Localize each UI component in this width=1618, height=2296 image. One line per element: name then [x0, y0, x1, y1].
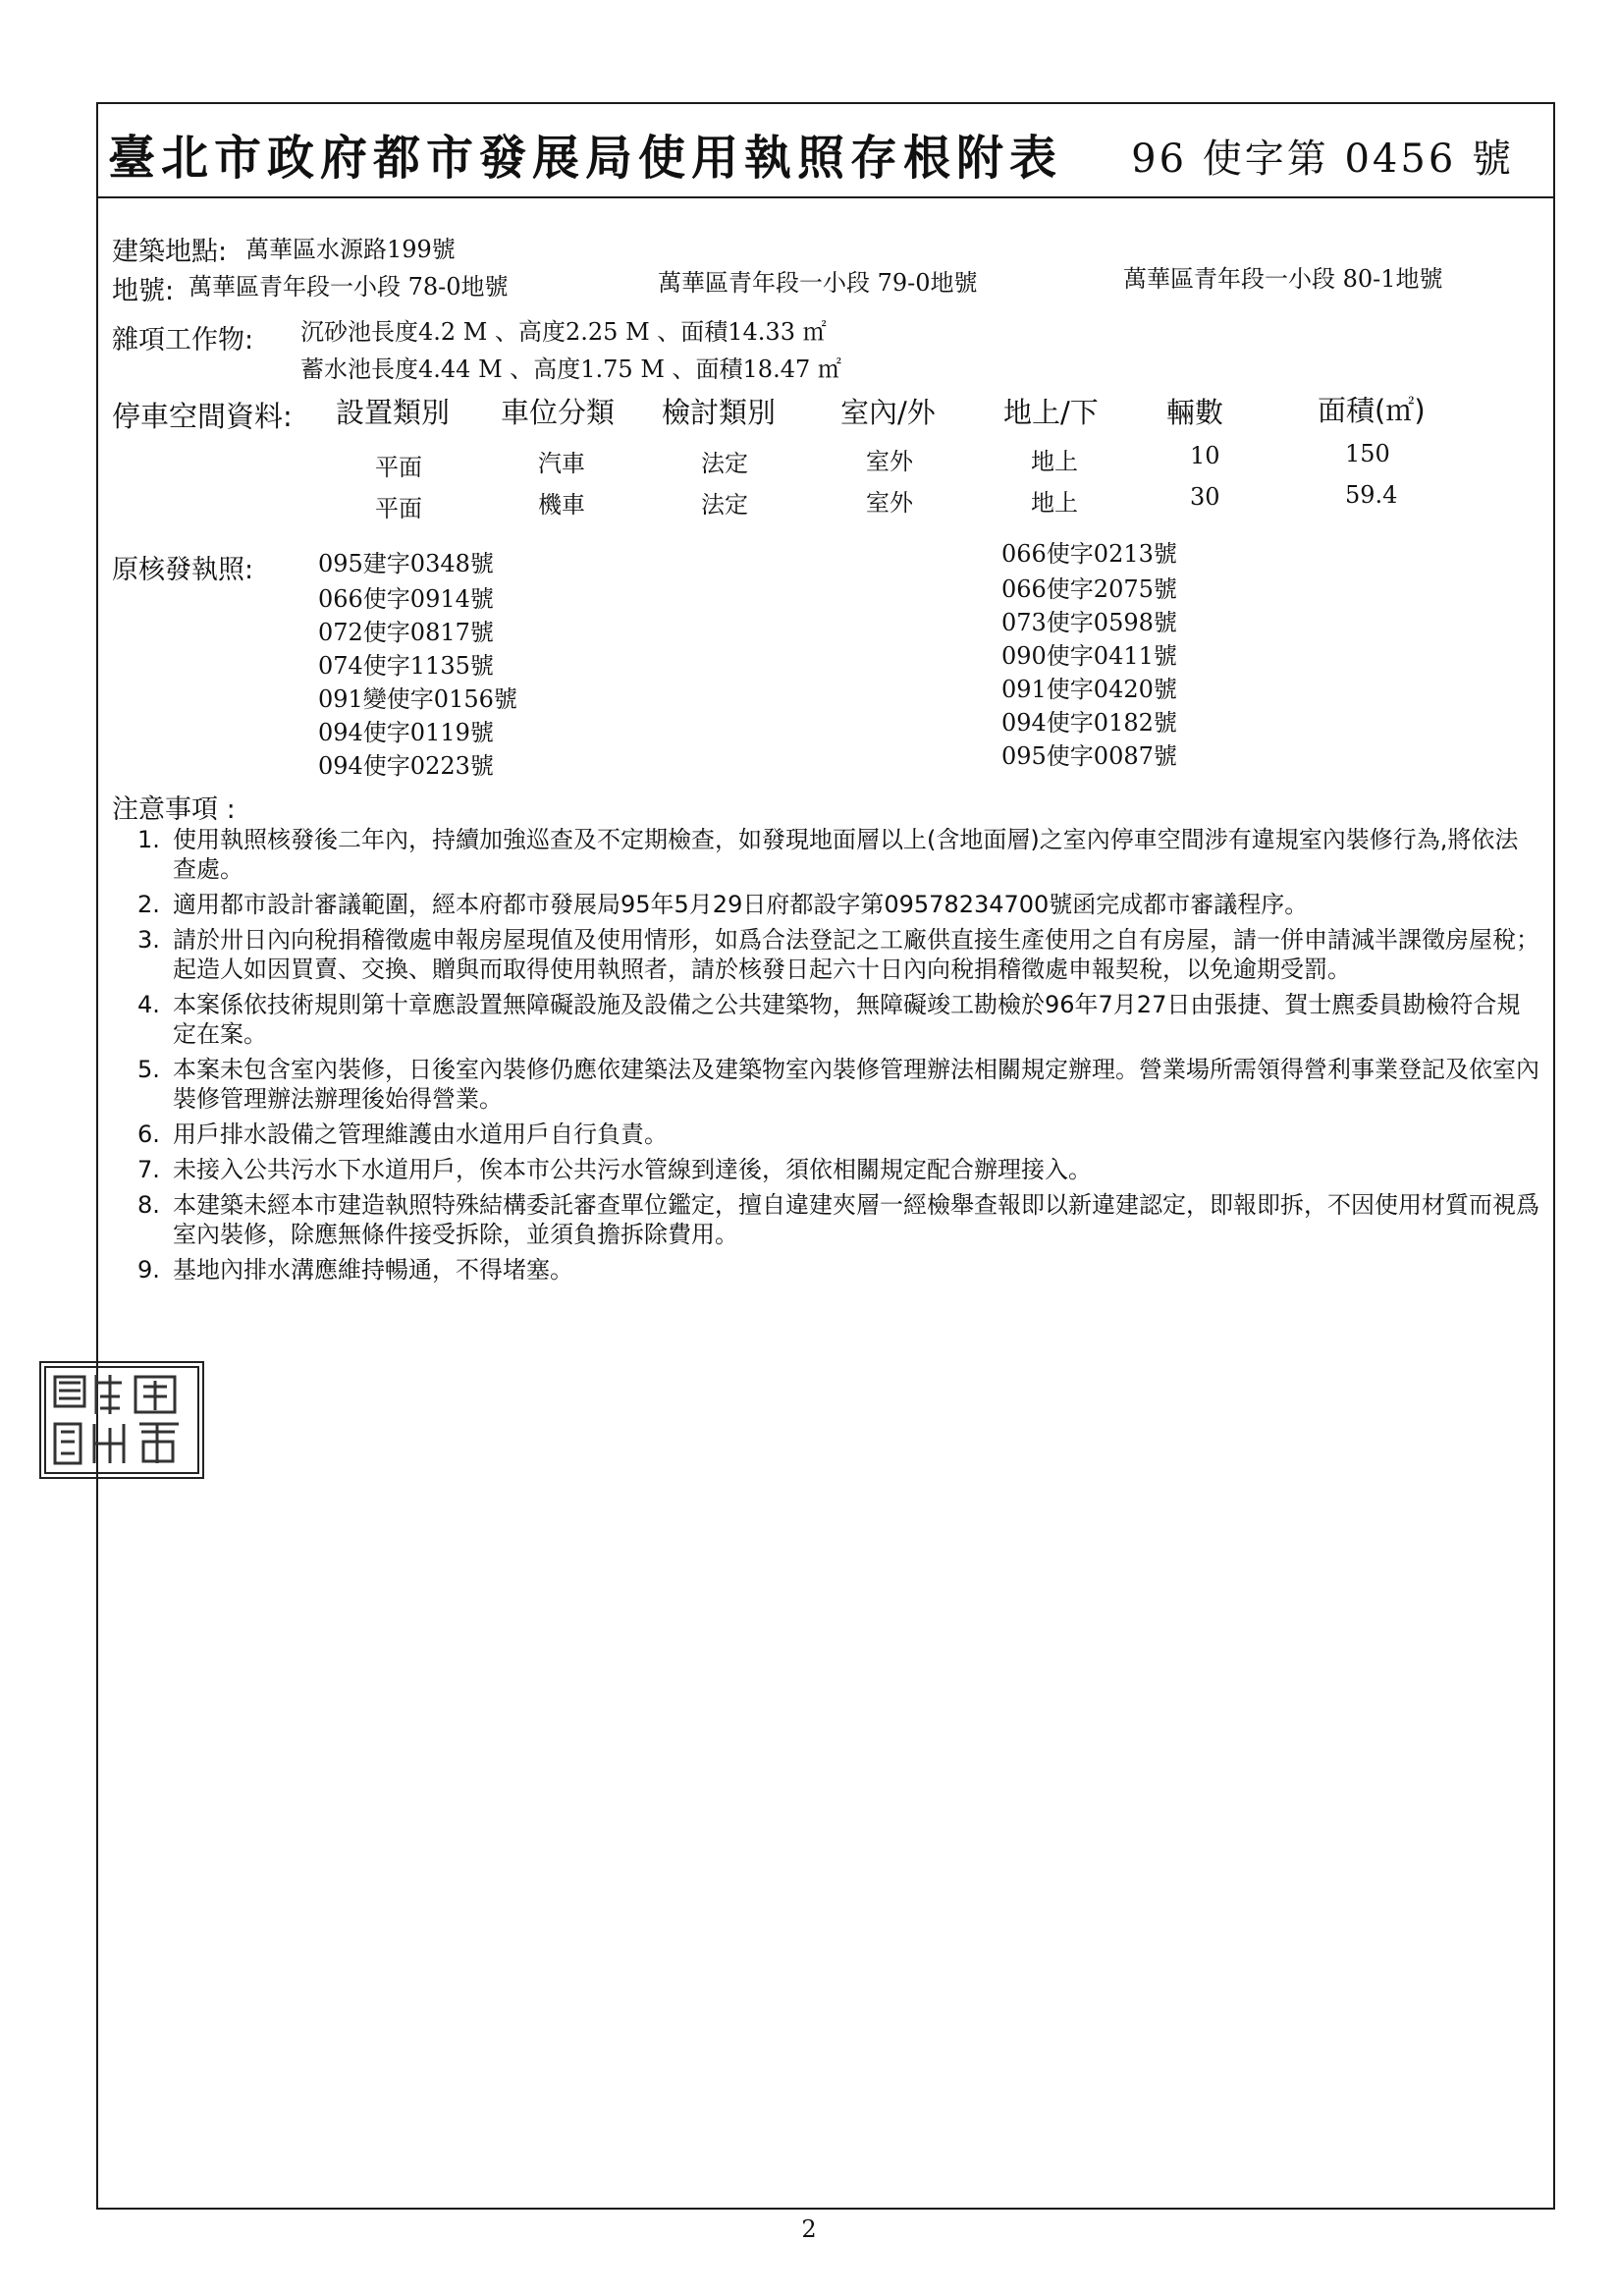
- parking-header-vehicle: 車位分類: [501, 396, 616, 429]
- title-row: [98, 104, 1553, 198]
- note-number: 7.: [137, 1156, 160, 1183]
- parking-cell: 59.4: [1345, 481, 1398, 509]
- original-permit-right: 066使字2075號: [1001, 575, 1177, 603]
- note-text: 本建築未經本市建造執照特殊結構委託審查單位鑑定，擅自違建夾層一經檢舉查報即以新違建認定，即報即拆，不因使用材質而視爲室內裝修，除應無條件接受拆除，並須負擔拆除費用。: [173, 1191, 1539, 1248]
- parking-cell: 30: [1190, 483, 1220, 511]
- page-number: 2: [801, 2215, 817, 2243]
- parking-cell: 法定: [701, 450, 748, 477]
- parking-cell: 室外: [866, 489, 913, 517]
- note-item: [137, 1055, 1541, 1114]
- note-text: 適用都市設計審議範圍，經本府都市發展局95年5月29日府都設字第09578234700號函完成都市審議程序。: [173, 891, 1309, 918]
- original-permits-label: 原核發執照:: [112, 555, 254, 585]
- note-item: [137, 825, 1541, 884]
- parking-cell: 10: [1190, 442, 1220, 469]
- note-item: [137, 890, 1541, 919]
- original-permit-left: 091變使字0156號: [318, 685, 517, 713]
- note-item: [137, 925, 1541, 984]
- parking-header-area: 面積(㎡): [1318, 394, 1426, 427]
- parking-header-type: 設置類別: [336, 396, 451, 429]
- parking-header-count: 輛數: [1166, 396, 1224, 429]
- parking-header-indoor: 室內/外: [840, 396, 936, 429]
- original-permit-left: 094使字0119號: [318, 719, 494, 746]
- original-permit-left: 074使字1135號: [318, 652, 494, 680]
- parking-cell: 法定: [701, 491, 748, 519]
- parking-cell: 150: [1345, 440, 1390, 467]
- note-number: 4.: [137, 991, 160, 1018]
- parking-cell: 平面: [375, 495, 422, 522]
- original-permit-right: 073使字0598號: [1001, 609, 1177, 636]
- note-number: 9.: [137, 1256, 160, 1284]
- note-number: 1.: [137, 826, 160, 853]
- lot-1: 萬華區青年段一小段 78-0地號: [189, 273, 509, 301]
- parking-cell: 室外: [866, 448, 913, 475]
- original-permit-left: 095建字0348號: [318, 550, 494, 577]
- lot-2: 萬華區青年段一小段 79-0地號: [658, 269, 978, 297]
- original-permit-right: 090使字0411號: [1001, 642, 1177, 670]
- note-number: 5.: [137, 1056, 160, 1083]
- note-text: 用戶排水設備之管理維護由水道用戶自行負責。: [173, 1121, 668, 1148]
- seal-icon: [41, 1363, 202, 1477]
- note-text: 未接入公共污水下水道用戶，俟本市公共污水管線到達後，須依相關規定配合辦理接入。: [173, 1156, 1092, 1183]
- note-item: [137, 1255, 1541, 1285]
- original-permit-left: 066使字0914號: [318, 585, 494, 613]
- misc-work-2: 蓄水池長度4.44 M 、高度1.75 M 、面積18.47 ㎡: [300, 355, 841, 383]
- parking-cell: 機車: [538, 491, 585, 519]
- notes-list: [137, 825, 1541, 1290]
- note-text: 本案係依技術規則第十章應設置無障礙設施及設備之公共建築物，無障礙竣工勘檢於96年7月27日由張捷、賀士麃委員勘檢符合規定在案。: [173, 991, 1521, 1048]
- misc-work-1: 沉砂池長度4.2 M 、高度2.25 M 、面積14.33 ㎡: [300, 318, 827, 346]
- note-item: [137, 990, 1541, 1049]
- note-number: 8.: [137, 1191, 160, 1219]
- parking-cell: 汽車: [538, 450, 585, 477]
- official-seal-stamp: [39, 1361, 204, 1479]
- permit-number: 96 使字第 0456 號: [1131, 137, 1514, 182]
- note-item: [137, 1190, 1541, 1249]
- parking-cell: 平面: [375, 454, 422, 481]
- parking-header-level: 地上/下: [1003, 396, 1099, 429]
- note-number: 2.: [137, 891, 160, 918]
- parking-header-review: 檢討類別: [662, 396, 777, 429]
- original-permit-left: 072使字0817號: [318, 619, 494, 646]
- parking-cell: 地上: [1031, 448, 1078, 475]
- address-value: 萬華區水源路199號: [245, 236, 456, 263]
- original-permit-right: 066使字0213號: [1001, 540, 1177, 568]
- note-number: 6.: [137, 1121, 160, 1148]
- parking-cell: 地上: [1031, 489, 1078, 517]
- address-label: 建築地點:: [112, 237, 228, 267]
- note-item: [137, 1155, 1541, 1184]
- original-permit-right: 091使字0420號: [1001, 676, 1177, 703]
- note-number: 3.: [137, 926, 160, 954]
- notes-heading: 注意事項 :: [112, 794, 236, 825]
- document-title: 臺北市政府都市發展局使用執照存根附表: [108, 131, 1063, 186]
- original-permit-left: 094使字0223號: [318, 752, 494, 780]
- original-permit-right: 094使字0182號: [1001, 709, 1177, 737]
- note-item: [137, 1120, 1541, 1149]
- note-text: 使用執照核發後二年內，持續加強巡查及不定期檢查，如發現地面層以上(含地面層)之室內停車空間涉有違規室內裝修行為,將依法查處。: [173, 826, 1519, 883]
- document-frame: [96, 102, 1555, 2210]
- note-text: 請於卅日內向稅捐稽徵處申報房屋現值及使用情形，如爲合法登記之工廠供直接生產使用之自有房屋，請一併申請減半課徵房屋稅；起造人如因買賣、交換、贈與而取得使用執照者，請於核發日起六十日內向稅捐稽徵處申報契稅，以免逾期受罰。: [173, 926, 1539, 983]
- lot-3: 萬華區青年段一小段 80-1地號: [1123, 265, 1443, 293]
- original-permit-right: 095使字0087號: [1001, 742, 1177, 770]
- misc-works-label: 雜項工作物:: [112, 325, 254, 355]
- lot-label: 地號:: [112, 276, 175, 306]
- note-text: 本案未包含室內裝修，日後室內裝修仍應依建築法及建築物室內裝修管理辦法相關規定辦理。營業場所需領得營利事業登記及依室內裝修管理辦法辦理後始得營業。: [173, 1056, 1539, 1113]
- note-text: 基地內排水溝應維持暢通，不得堵塞。: [173, 1256, 573, 1284]
- parking-label: 停車空間資料:: [112, 400, 293, 433]
